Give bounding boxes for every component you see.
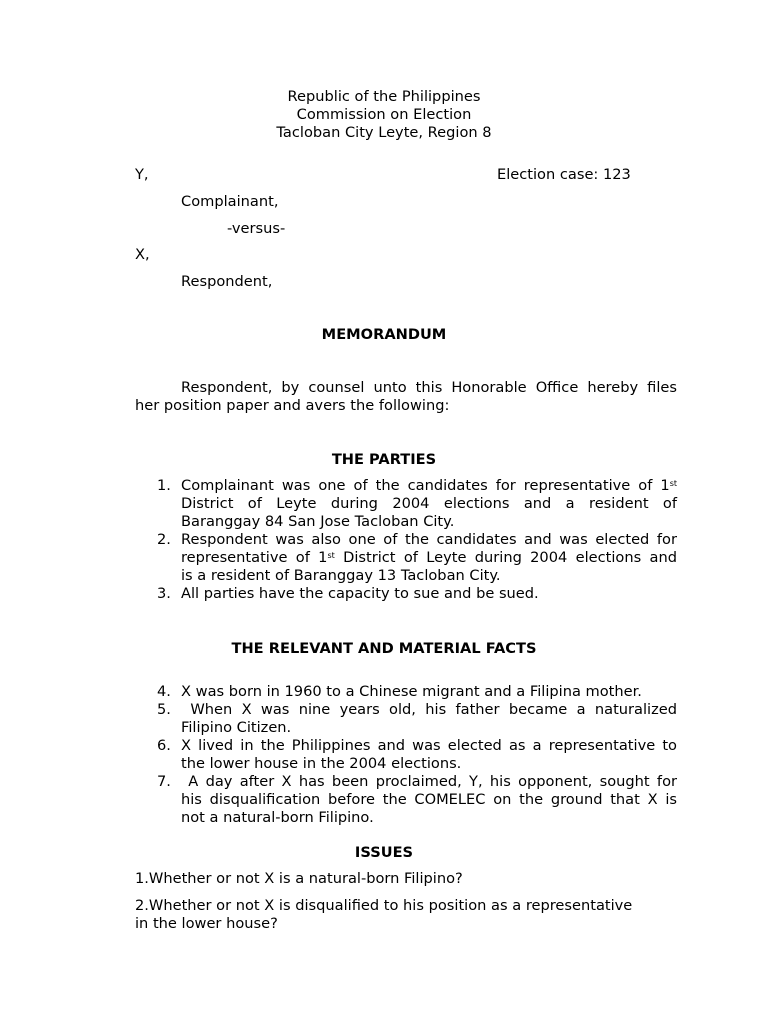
list-item	[135, 773, 677, 827]
item-line: Baranggay 84 San Jose Tacloban City.	[181, 513, 455, 530]
item-line: When X was nine years old, his father became a naturalized	[181, 701, 677, 718]
list-item	[135, 737, 677, 773]
item-number: 2.	[157, 531, 171, 548]
list-item	[135, 477, 677, 531]
item-line: Respondent was also one of the candidates and was elected for	[181, 531, 677, 548]
item-number: 5.	[157, 701, 171, 718]
document-header	[0, 88, 768, 142]
item-line: District of Leyte during 2004 elections and a resident of	[181, 495, 677, 512]
respondent-name: X,	[135, 246, 150, 263]
intro-paragraph	[135, 379, 677, 415]
item-number: 3.	[157, 585, 171, 602]
item-line: his disqualification before the COMELEC on the ground that X is	[181, 791, 677, 808]
issue-line: 2.Whether or not X is disqualified to his position as a representative	[135, 897, 633, 914]
intro-line-2: her position paper and avers the following:	[135, 397, 450, 414]
complainant-name: Y,	[135, 166, 149, 183]
item-line: not a natural-born Filipino.	[181, 809, 374, 826]
facts-list	[135, 683, 677, 827]
respondent-role: Respondent,	[181, 273, 273, 290]
issue-item-2	[135, 897, 677, 933]
list-item	[135, 701, 677, 737]
versus-label: -versus-	[227, 220, 286, 237]
case-number: Election case: 123	[497, 166, 631, 183]
list-item	[135, 585, 677, 603]
item-line: Filipino Citizen.	[181, 719, 292, 736]
intro-line-1: Respondent, by counsel unto this Honorable Office hereby files	[181, 379, 677, 396]
issues-heading: ISSUES	[354, 844, 414, 861]
header-line-republic: Republic of the Philippines	[287, 88, 481, 105]
ordinal-suffix: st	[669, 479, 677, 488]
item-line: representative of 1st District of Leyte during 2004 elections and	[181, 549, 677, 566]
header-line-location: Tacloban City Leyte, Region 8	[276, 124, 492, 141]
facts-heading: THE RELEVANT AND MATERIAL FACTS	[231, 640, 537, 657]
item-line: A day after X has been proclaimed, Y, his opponent, sought for	[181, 773, 677, 790]
header-line-commission: Commission on Election	[296, 106, 472, 123]
item-line: is a resident of Baranggay 13 Tacloban City.	[181, 567, 501, 584]
issue-line: in the lower house?	[135, 915, 278, 932]
item-number: 6.	[157, 737, 171, 754]
ordinal-suffix: st	[327, 551, 335, 560]
item-number: 4.	[157, 683, 171, 700]
list-item	[135, 531, 677, 585]
item-line: the lower house in the 2004 elections.	[181, 755, 462, 772]
item-line: X lived in the Philippines and was elected as a representative to	[181, 737, 677, 754]
item-number: 1.	[157, 477, 171, 494]
item-line: All parties have the capacity to sue and be sued.	[181, 585, 539, 602]
parties-heading: THE PARTIES	[331, 451, 437, 468]
issue-item-1: 1.Whether or not X is a natural-born Filipino?	[135, 870, 463, 887]
list-item	[135, 683, 677, 701]
parties-list	[135, 477, 677, 603]
item-line: X was born in 1960 to a Chinese migrant and a Filipina mother.	[181, 683, 642, 700]
complainant-role: Complainant,	[181, 193, 279, 210]
item-line: Complainant was one of the candidates for representative of 1st	[181, 477, 677, 494]
item-number: 7.	[157, 773, 171, 790]
document-title: MEMORANDUM	[321, 326, 447, 343]
